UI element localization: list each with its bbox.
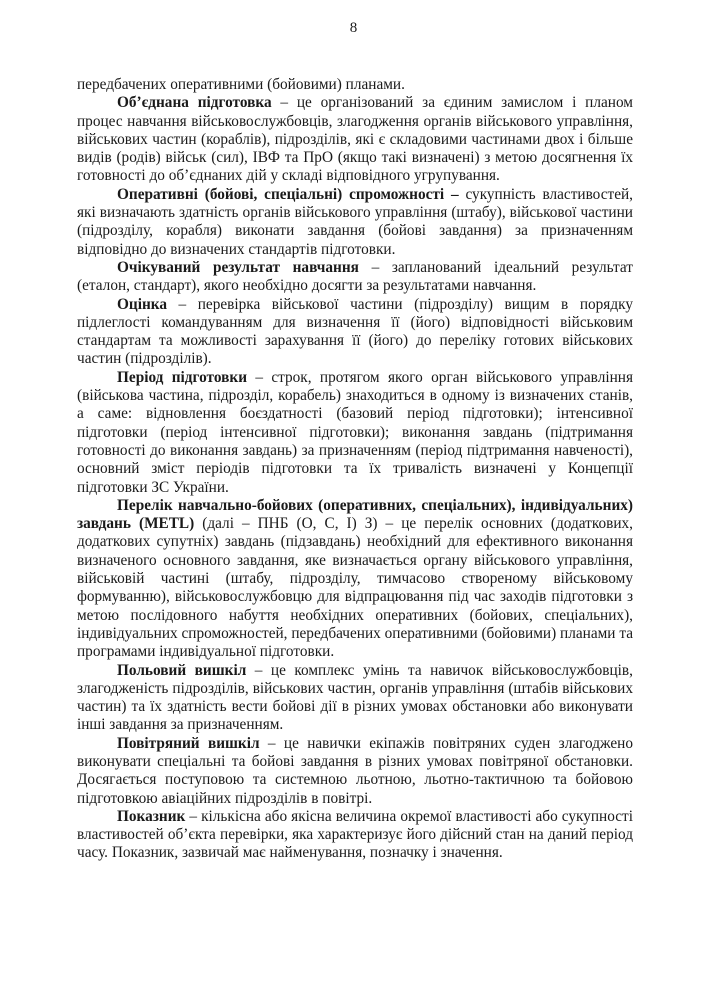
definition-paragraph — [77, 94, 633, 185]
definition-text: – кількісна або якісна величина окремої властивості або сукупності властивостей об’єкта перевірки, яка характеризує його дійсний стан на даний період часу. Показник, зазвичай має найменування, позначку і значення. — [77, 807, 633, 862]
definition-text: – це навички екіпажів повітряних суден злагоджено виконувати спеціальні та бойові завдання в різних умовах повітряної обстановки. Досягається поступовою та системною льотною, льотно-тактичною та бойовою підготовкою авіаційних підрозділів в повітрі. — [77, 734, 633, 807]
definition-paragraph — [77, 296, 633, 369]
definition-term: Період підготовки — [117, 368, 248, 386]
definition-paragraph — [77, 259, 633, 296]
definition-term: Очікуваний результат навчання — [117, 258, 359, 276]
definition-paragraph — [77, 186, 633, 259]
definition-term: Оцінка — [117, 295, 168, 313]
definition-paragraph — [77, 735, 633, 808]
definition-text: – це комплекс умінь та навичок військовослужбовців, злагодженість підрозділів, військових частин, органів управління (штабів військових частин) та їх здатність вести бойові дії в різних умовах обстановки або виконувати інші завдання за призначенням. — [77, 661, 633, 734]
definition-paragraph — [77, 808, 633, 863]
definition-term: Повітряний вишкіл — [117, 734, 260, 752]
definition-term: Об’єднана підготовка — [117, 94, 272, 112]
definition-text: – перевірка військової частини (підрозділу) вищим в порядку підлеглості командуванням для визначення її (його) відповідності військовим стандартам та можливості зарахування її (його) до переліку готових військових частин (підрозділів). — [77, 295, 633, 368]
opening-paragraph: передбачених оперативними (бойовими) планами. — [77, 76, 405, 93]
definition-term: Оперативні (бойові, спеціальні) спроможності – — [117, 185, 459, 203]
definition-paragraph — [77, 662, 633, 735]
definition-text: – це організований за єдиним замислом і планом процес навчання військовослужбовців, злагодження органів військового управління, військових частин (кораблів), підрозділів, які є складовими частинами двох і більше видів (родів) військ (сил), ІВФ та ПрО (якщо такі визначені) з метою досягнення їх готовності до об’єднаних дій у складі відповідного угрупування. — [77, 94, 633, 185]
definition-paragraph — [77, 369, 633, 497]
definition-term: Польовий вишкіл — [117, 661, 247, 679]
definition-paragraph — [77, 497, 633, 662]
definition-text: – запланований ідеальний результат (еталон, стандарт), якого необхідно досягти за результатами навчання. — [77, 258, 633, 295]
page-content — [77, 76, 633, 863]
definition-text: – строк, протягом якого орган військового управління (військова частина, підрозділ, корабель) знаходиться в одному із визначених станів, а саме: відновлення боєздатності (базовий період підготовки); інтенсивної підготовки (період інтенсивної підготовки); виконання завдань (підтримання готовності до виконання завдань) за призначенням (період підтримання навченості), основний зміст періодів підготовки та їх тривалість визначені у Концепції підготовки ЗС України. — [77, 368, 633, 496]
definition-text: (далі – ПНБ (О, С, І) З) – це перелік основних (додаткових, додаткових супутніх) завдань (підзавдань) необхідний для ефективного виконання визначеного основного завдання, яке визначається органу військового управління, військовій частині (штабу, підрозділу, тимчасово створеному військовому формуванню), військовослужбовцю для відпрацювання під час заходів підготовки з метою послідовного набуття необхідних оперативних (бойових, спеціальних), індивідуальних спроможностей, передбачених оперативними (бойовими) планами та програмами індивідуальної підготовки. — [77, 515, 634, 661]
definition-text: сукупність властивостей, які визначають здатність органів військового управління (штабу), військової частини (підрозділу, корабля) виконати завдання (бойові завдання) за призначенням відповідно до визначених стандартів підготовки. — [77, 185, 633, 258]
definition-term: Показник — [117, 807, 186, 825]
page-number: 8 — [349, 20, 358, 36]
definition-term: Перелік навчально-бойових (оперативних, спеціальних), індивідуальних) завдань (METL) — [77, 496, 633, 533]
